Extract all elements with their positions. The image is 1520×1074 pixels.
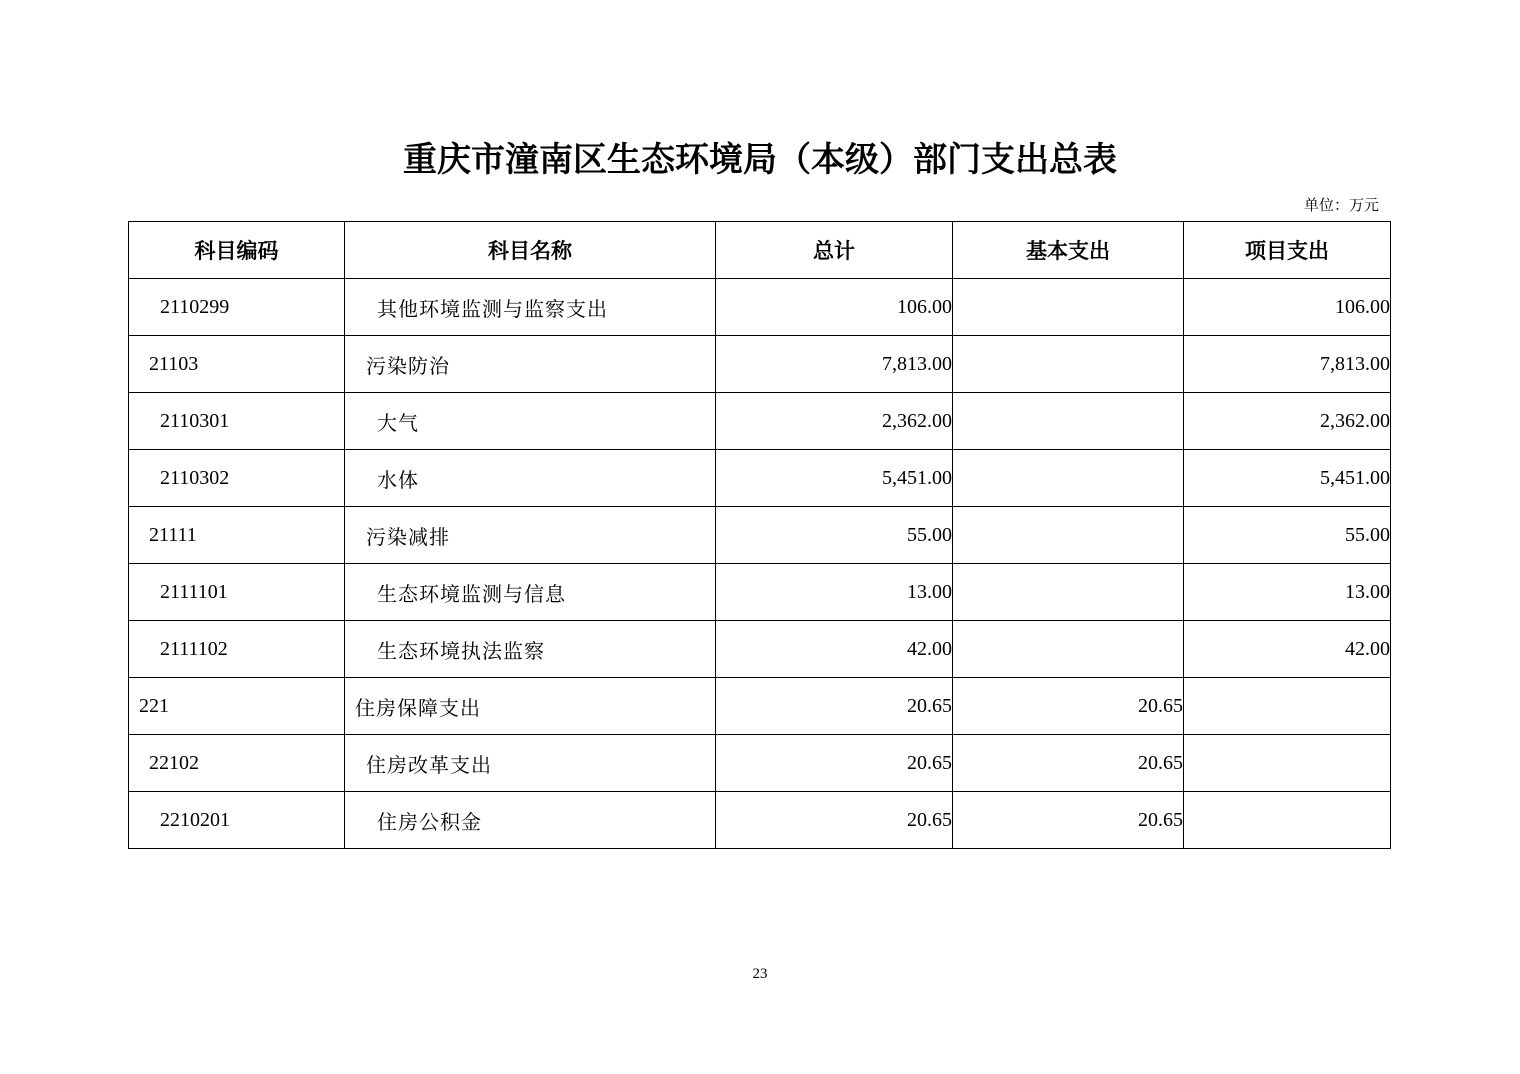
header-total: 总计 [716,222,953,279]
cell-total: 7,813.00 [716,336,953,393]
cell-total: 2,362.00 [716,393,953,450]
cell-basic [953,507,1184,564]
cell-code: 2111102 [129,621,345,678]
cell-basic [953,279,1184,336]
cell-name: 其他环境监测与监察支出 [345,279,716,336]
cell-code: 2110301 [129,393,345,450]
cell-total: 13.00 [716,564,953,621]
page-number: 23 [752,966,768,982]
cell-code: 21111 [129,507,345,564]
cell-total: 5,451.00 [716,450,953,507]
unit-label: 单位：万元 [1303,196,1379,214]
cell-total: 42.00 [716,621,953,678]
header-name: 科目名称 [345,222,716,279]
cell-total: 20.65 [716,792,953,849]
cell-total: 20.65 [716,678,953,735]
cell-project: 42.00 [1184,621,1391,678]
cell-basic [953,450,1184,507]
table-row [129,564,1391,621]
cell-name: 生态环境执法监察 [345,621,716,678]
cell-code: 2110299 [129,279,345,336]
cell-name: 住房保障支出 [345,678,716,735]
table-row [129,507,1391,564]
table-row [129,735,1391,792]
cell-code: 221 [129,678,345,735]
cell-basic: 20.65 [953,735,1184,792]
table-row [129,336,1391,393]
cell-name: 住房改革支出 [345,735,716,792]
cell-total: 106.00 [716,279,953,336]
cell-name: 大气 [345,393,716,450]
cell-project [1184,792,1391,849]
cell-project: 13.00 [1184,564,1391,621]
table-row [129,621,1391,678]
cell-project: 5,451.00 [1184,450,1391,507]
header-basic: 基本支出 [953,222,1184,279]
cell-basic [953,564,1184,621]
cell-total: 20.65 [716,735,953,792]
cell-total: 55.00 [716,507,953,564]
cell-basic [953,621,1184,678]
cell-basic [953,336,1184,393]
cell-code: 21103 [129,336,345,393]
header-project: 项目支出 [1184,222,1391,279]
table-row [129,792,1391,849]
cell-code: 2110302 [129,450,345,507]
cell-project: 2,362.00 [1184,393,1391,450]
cell-basic [953,393,1184,450]
page-title: 重庆市潼南区生态环境局（本级）部门支出总表 [403,140,1117,180]
cell-code: 22102 [129,735,345,792]
cell-basic: 20.65 [953,792,1184,849]
cell-code: 2210201 [129,792,345,849]
cell-name: 住房公积金 [345,792,716,849]
table-row [129,450,1391,507]
cell-code: 2111101 [129,564,345,621]
table-header-row [129,222,1391,279]
cell-project: 7,813.00 [1184,336,1391,393]
table-row [129,393,1391,450]
expenditure-table [128,221,1391,849]
cell-basic: 20.65 [953,678,1184,735]
cell-name: 生态环境监测与信息 [345,564,716,621]
cell-name: 水体 [345,450,716,507]
table-row [129,279,1391,336]
cell-name: 污染减排 [345,507,716,564]
cell-project: 55.00 [1184,507,1391,564]
cell-project: 106.00 [1184,279,1391,336]
cell-name: 污染防治 [345,336,716,393]
header-code: 科目编码 [129,222,345,279]
cell-project [1184,735,1391,792]
cell-project [1184,678,1391,735]
table-row [129,678,1391,735]
